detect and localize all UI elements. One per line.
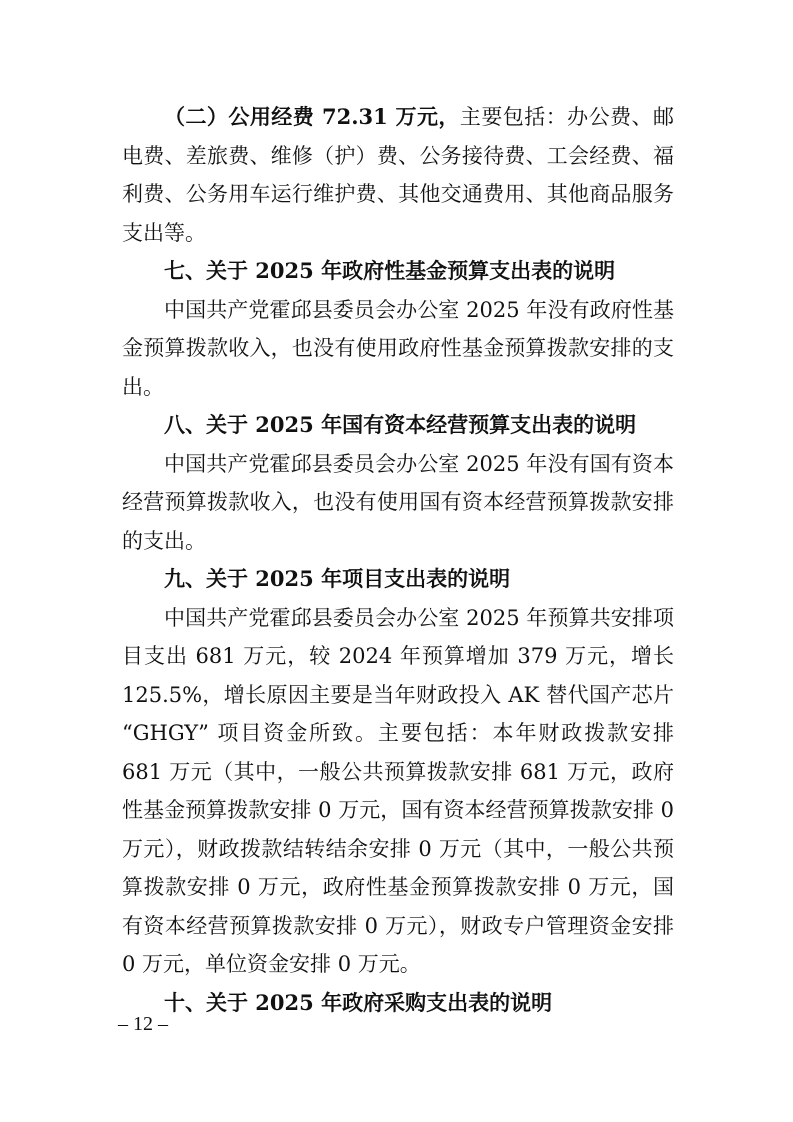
section-heading-8: 八、关于 2025 年国有资本经营预算支出表的说明 xyxy=(164,412,637,437)
page-number: – 12 – xyxy=(118,1013,168,1035)
paragraph-public-expenses xyxy=(122,98,674,252)
paragraph-body: 主要包括：办公费、邮电费、差旅费、维修（护）费、公务接待费、工会经费、福利费、公务用车运行维护费、其他交通费用、其他商品服务支出等。 xyxy=(122,105,674,245)
body-text xyxy=(122,98,674,1022)
paragraph-lead: （二）公用经费 72.31 万元， xyxy=(164,104,460,129)
section-heading-10: 十、关于 2025 年政府采购支出表的说明 xyxy=(164,989,553,1015)
section-heading-7: 七、关于 2025 年政府性基金预算支出表的说明 xyxy=(164,258,616,283)
paragraph-section-8: 中国共产党霍邱县委员会办公室 2025 年没有国有资本经营预算拨款收入，也没有使用国有资本经营预算拨款安排的支出。 xyxy=(122,451,674,553)
section-heading-9: 九、关于 2025 年项目支出表的说明 xyxy=(164,566,511,591)
paragraph-section-7: 中国共产党霍邱县委员会办公室 2025 年没有政府性基金预算拨款收入，也没有使用政府性基金预算拨款安排的支出。 xyxy=(122,297,674,399)
paragraph-section-9: 中国共产党霍邱县委员会办公室 2025 年预算共安排项目支出 681 万元，较 2024 年预算增加 379 万元，增长 125.5%，增长原因主要是当年财政投入 AK 替代国产芯片 “GHGY” 项目资金所致。主要包括：本年财政拨款安排 681 万元（其中，一般公共预算拨款安排 681 万元，政府性基金预算拨款安排 0 万元，国有资本经营预算拨款安排 0 万元），财政拨款结转结余安排 0 万元（其中，一般公共预算拨款安排 0 万元，政府性基金预算拨款安排 0 万元，国有资本经营预算拨款安排 0 万元），财政专户管理资金安排 0 万元，单位资金安排 0 万元。 xyxy=(122,605,674,976)
